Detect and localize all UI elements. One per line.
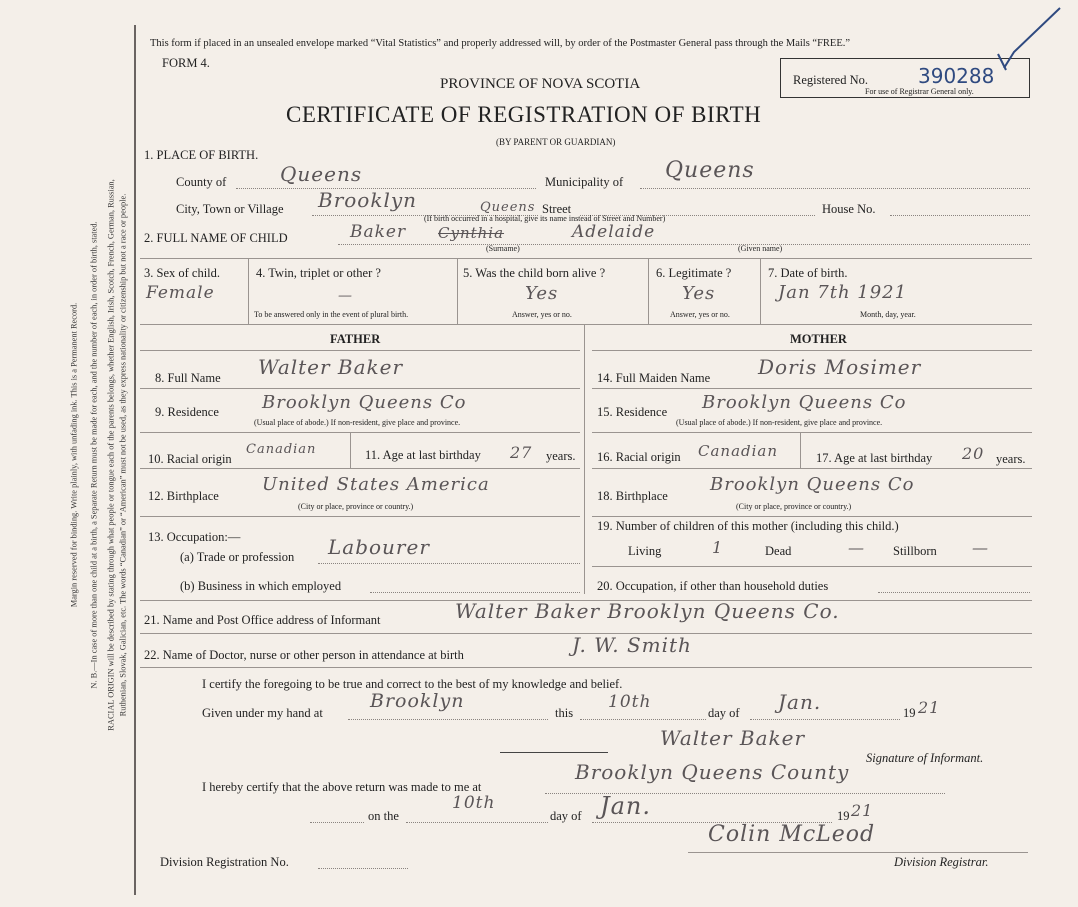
mother-name-label: 14. Full Maiden Name xyxy=(597,371,711,385)
child-surname-value: Baker xyxy=(350,222,407,242)
twin-value: — xyxy=(338,288,353,304)
county-value: Queens xyxy=(280,162,363,186)
column-divider xyxy=(648,258,649,324)
date-of-birth-label: 7. Date of birth. xyxy=(768,266,848,280)
stillborn-label: Stillborn xyxy=(893,544,937,558)
father-trade-label: (a) Trade or profession xyxy=(180,550,295,564)
street-note: (If birth occurred in a hospital, give its name instead of Street and Number) xyxy=(424,214,666,223)
father-trade-value: Labourer xyxy=(328,535,430,559)
column-divider xyxy=(248,258,249,324)
given-year-prefix: 19 xyxy=(903,706,916,720)
mother-birthplace-note: (City or place, province or country.) xyxy=(736,502,852,511)
registered-number: 390288 xyxy=(918,64,995,88)
registrar-year-prefix: 19 xyxy=(837,809,850,823)
legitimate-note: Answer, yes or no. xyxy=(670,310,730,319)
registrar-day-value: 10th xyxy=(452,793,496,813)
mother-residence-label: 15. Residence xyxy=(597,405,668,419)
mother-occupation-label: 20. Occupation, if other than household duties xyxy=(597,579,829,593)
margin-notes xyxy=(6,15,130,895)
signature-of-informant-label: Signature of Informant. xyxy=(866,751,984,765)
margin-border xyxy=(134,25,136,895)
signature-rule xyxy=(688,852,1028,853)
mother-name-value: Doris Mosimer xyxy=(758,355,922,379)
dotted-line xyxy=(580,719,706,720)
sex-value: Female xyxy=(146,283,215,303)
living-value: 1 xyxy=(712,538,724,557)
row-divider xyxy=(140,667,1032,668)
side-note-binding: Margin reserved for binding. Write plainly, with unfading ink. This is a Permanent Record. xyxy=(69,302,79,608)
father-occupation-label: 13. Occupation:— xyxy=(148,530,241,544)
father-racial-value: Canadian xyxy=(246,442,317,457)
given-year-value: 21 xyxy=(918,698,941,717)
mother-heading-rule xyxy=(592,350,1032,351)
registrar-day-of-label: day of xyxy=(550,809,582,823)
born-alive-value: Yes xyxy=(525,283,559,304)
municipality-label: Municipality of xyxy=(545,175,624,189)
form-number: FORM 4. xyxy=(162,56,210,70)
this-label: this xyxy=(555,706,574,720)
date-of-birth-value: Jan 7th 1921 xyxy=(778,282,908,303)
division-registration-label: Division Registration No. xyxy=(160,855,289,869)
stillborn-value: — xyxy=(972,538,989,557)
father-heading-rule xyxy=(140,350,580,351)
given-under-hand-label: Given under my hand at xyxy=(202,706,323,720)
row-divider xyxy=(140,388,580,389)
sex-label: 3. Sex of child. xyxy=(144,266,221,280)
registrar-place-value: Brooklyn Queens County xyxy=(575,760,850,784)
mother-residence-value: Brooklyn Queens Co xyxy=(702,392,907,413)
date-of-birth-note: Month, day, year. xyxy=(860,310,916,319)
mother-heading: MOTHER xyxy=(790,332,847,346)
legitimate-label: 6. Legitimate ? xyxy=(656,266,732,280)
street-label: Street xyxy=(542,202,572,216)
given-name-note: (Given name) xyxy=(738,244,783,253)
registrar-certify-text: I hereby certify that the above return was made to me at xyxy=(202,780,482,794)
row-divider xyxy=(592,566,1032,567)
registrar-month-value: Jan. xyxy=(600,792,652,820)
certificate-subtitle: (BY PARENT OR GUARDIAN) xyxy=(496,137,616,147)
father-business-label: (b) Business in which employed xyxy=(180,579,342,593)
dotted-line xyxy=(878,592,1030,593)
father-residence-value: Brooklyn Queens Co xyxy=(262,392,467,413)
father-heading: FATHER xyxy=(330,332,381,346)
column-divider xyxy=(457,258,458,324)
informant-label: 21. Name and Post Office address of Informant xyxy=(144,613,381,627)
postal-notice: This form if placed in an unsealed envelope marked “Vital Statistics” and properly addressed will, by order of the Postmaster General pass through the Mails “FREE.” xyxy=(150,38,851,49)
row-divider xyxy=(592,516,1032,517)
dotted-line xyxy=(750,719,900,720)
dotted-line xyxy=(318,868,408,869)
twin-label: 4. Twin, triplet or other ? xyxy=(256,266,381,280)
informant-signature: Walter Baker xyxy=(660,726,806,750)
given-day-of-label: day of xyxy=(708,706,740,720)
side-note-racial-origin-cont: Ruthenian, Slovak, Galician, etc. The words “Canadian” or “American” must not be used, as they express nationality or citizenship but not a race or people. xyxy=(118,193,128,717)
registered-note: For use of Registrar General only. xyxy=(865,87,974,96)
house-number-line xyxy=(890,215,1030,216)
father-residence-note: (Usual place of abode.) If non-resident, give place and province. xyxy=(254,418,461,427)
row-divider xyxy=(140,468,580,469)
child-given-value: Adelaide xyxy=(572,222,656,242)
signature-rule xyxy=(500,752,608,753)
row-divider xyxy=(140,324,1032,325)
father-birthplace-label: 12. Birthplace xyxy=(148,489,219,503)
column-divider xyxy=(800,432,801,468)
check-mark-icon xyxy=(990,4,1070,84)
born-alive-label: 5. Was the child born alive ? xyxy=(463,266,606,280)
living-label: Living xyxy=(628,544,662,558)
given-place-value: Brooklyn xyxy=(370,690,465,712)
born-alive-note: Answer, yes or no. xyxy=(512,310,572,319)
dotted-line xyxy=(406,822,548,823)
city-label: City, Town or Village xyxy=(176,202,284,216)
legitimate-value: Yes xyxy=(682,283,716,304)
child-name-line xyxy=(338,244,1030,245)
dotted-line xyxy=(310,822,364,823)
dead-label: Dead xyxy=(765,544,792,558)
municipality-value: Queens xyxy=(665,158,755,183)
registrar-year-value: 21 xyxy=(851,801,874,820)
registrar-on-the-label: on the xyxy=(368,809,399,823)
given-day-value: 10th xyxy=(608,692,652,712)
row-divider xyxy=(140,432,580,433)
registered-label: Registered No. xyxy=(793,73,868,87)
dead-value: — xyxy=(848,538,865,557)
child-struck-name: Cynthia xyxy=(438,224,505,242)
dotted-line xyxy=(348,719,548,720)
father-name-label: 8. Full Name xyxy=(155,371,221,385)
parents-divider xyxy=(584,324,585,594)
mother-age-value: 20 xyxy=(962,444,985,463)
city-value: Brooklyn xyxy=(318,188,418,212)
row-divider xyxy=(140,258,1032,259)
father-age-label: 11. Age at last birthday xyxy=(365,448,481,462)
certify-text: I certify the foregoing to be true and correct to the best of my knowledge and belief. xyxy=(202,677,623,691)
father-name-value: Walter Baker xyxy=(258,355,404,379)
certificate-title: CERTIFICATE OF REGISTRATION OF BIRTH xyxy=(286,102,762,127)
side-note-multiple-births: N. B.—In case of more than one child at a birth, a Separate Return must be made for each, and the number of each, in order of birth, stated. xyxy=(89,221,99,689)
row-divider xyxy=(592,388,1032,389)
row-divider xyxy=(140,516,580,517)
informant-value: Walter Baker Brooklyn Queens Co. xyxy=(455,599,840,623)
doctor-label: 22. Name of Doctor, nurse or other person in attendance at birth xyxy=(144,648,464,662)
child-name-label: 2. FULL NAME OF CHILD xyxy=(144,231,288,245)
registrar-signature: Colin McLeod xyxy=(708,822,876,847)
county-label: County of xyxy=(176,175,227,189)
mother-residence-note: (Usual place of abode.) If non-resident, give place and province. xyxy=(676,418,883,427)
given-month-value: Jan. xyxy=(778,690,822,714)
mother-children-label: 19. Number of children of this mother (including this child.) xyxy=(597,519,899,533)
mother-racial-label: 16. Racial origin xyxy=(597,450,681,464)
division-registrar-label: Division Registrar. xyxy=(894,855,989,869)
father-racial-label: 10. Racial origin xyxy=(148,452,232,466)
place-of-birth-heading: 1. PLACE OF BIRTH. xyxy=(144,148,259,162)
mother-racial-value: Canadian xyxy=(698,442,779,460)
column-divider xyxy=(760,258,761,324)
surname-note: (Surname) xyxy=(486,244,520,253)
municipality-line xyxy=(640,188,1030,189)
row-divider xyxy=(592,432,1032,433)
mother-birthplace-value: Brooklyn Queens Co xyxy=(710,474,915,495)
mother-birthplace-label: 18. Birthplace xyxy=(597,489,668,503)
father-residence-label: 9. Residence xyxy=(155,405,219,419)
father-age-value: 27 xyxy=(510,443,533,462)
column-divider xyxy=(350,432,351,468)
father-age-years: years. xyxy=(546,449,576,463)
mother-age-label: 17. Age at last birthday xyxy=(816,451,933,465)
doctor-value: J. W. Smith xyxy=(572,633,692,657)
house-number-label: House No. xyxy=(822,202,876,216)
twin-note: To be answered only in the event of plural birth. xyxy=(254,310,409,319)
mother-age-years: years. xyxy=(996,452,1026,466)
dotted-line xyxy=(318,563,580,564)
father-birthplace-note: (City or place, province or country.) xyxy=(298,502,414,511)
row-divider xyxy=(592,468,1032,469)
province-heading: PROVINCE OF NOVA SCOTIA xyxy=(440,76,641,92)
father-birthplace-value: United States America xyxy=(262,474,490,495)
dotted-line xyxy=(370,592,580,593)
city-extra-value: Queens xyxy=(480,200,536,215)
side-note-racial-origin: RACIAL ORIGIN will be described by stating through what people or tongue each of the parents belongs, whether English, Irish, Scotch, French, German, Russian, xyxy=(106,179,116,731)
